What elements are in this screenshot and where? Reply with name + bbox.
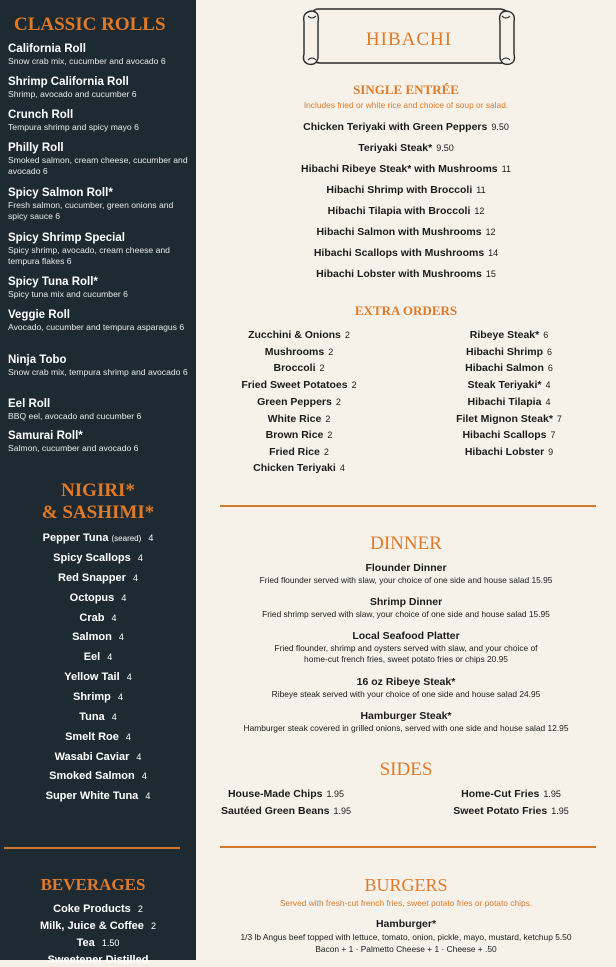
roll-desc: Salmon, cucumber and avocado 6 <box>8 443 139 453</box>
dinner-item <box>196 596 616 620</box>
roll-name: Spicy Salmon Roll* <box>8 187 113 199</box>
roll-name: Veggie Roll <box>8 309 70 321</box>
extra-item-price: 6 <box>547 347 553 357</box>
dinner-item-name: 16 oz Ribeye Steak* <box>356 676 456 688</box>
side-item-price: 1.95 <box>326 789 345 799</box>
extra-item-name: Broccoli <box>273 362 316 374</box>
roll-desc: Spicy tuna mix and cucumber 6 <box>8 289 128 299</box>
nigiri-name: Red Snapper <box>58 572 126 584</box>
nigiri-price: 4 <box>118 632 124 642</box>
extra-item-name: Filet Mignon Steak* <box>456 413 553 425</box>
nigiri-item <box>0 751 196 764</box>
dinner-item-desc: Fried shrimp served with slaw, your choice of one side and house salad 15.95 <box>262 609 550 619</box>
beverage-price: 2 <box>137 904 143 914</box>
nigiri-name: Smelt Roe <box>65 731 119 743</box>
nigiri-name: Crab <box>79 612 105 624</box>
roll-desc: Avocado, cucumber and tempura asparagus 6 <box>8 322 185 332</box>
nigiri-item <box>0 612 196 625</box>
extra-item <box>434 362 584 375</box>
dinner-heading: DINNER <box>370 533 442 554</box>
nigiri-item <box>0 671 196 684</box>
nigiri-price: 4 <box>132 573 138 583</box>
roll-item <box>8 398 190 422</box>
dinner-item-name: Shrimp Dinner <box>369 596 443 608</box>
nigiri-name: Yellow Tail <box>64 671 120 683</box>
extra-item <box>224 362 374 375</box>
nigiri-price: 4 <box>111 712 117 722</box>
dinner-item-desc: Fried flounder, shrimp and oysters served with slaw, and your choice of <box>274 643 538 653</box>
burgers-note: Served with fresh-cut french fries, sweet potato fries or potato chips. <box>279 898 533 908</box>
side-item-price: 1.95 <box>333 806 352 816</box>
beverages-heading: BEVERAGES <box>40 875 146 894</box>
extra-item-name: Hibachi Lobster <box>464 446 545 458</box>
hibachi-item-name: Hibachi Tilapia with Broccoli <box>327 205 471 217</box>
nigiri-item <box>0 552 196 565</box>
hibachi-item-name: Hibachi Salmon with Mushrooms <box>316 226 482 238</box>
extra-item-price: 9 <box>548 447 554 457</box>
nigiri-price: 4 <box>145 791 151 801</box>
dinner-item <box>196 630 616 664</box>
extra-item-name: White Rice <box>267 413 322 425</box>
nigiri-item <box>0 691 196 704</box>
nigiri-price: 4 <box>136 752 142 762</box>
roll-name: Spicy Tuna Roll* <box>8 276 98 288</box>
nigiri-price: 4 <box>121 593 127 603</box>
beverage-price: 2 <box>150 921 156 931</box>
nigiri-item <box>0 592 196 605</box>
roll-name: Samurai Roll* <box>8 430 83 442</box>
nigiri-item <box>0 770 196 783</box>
extra-item-price: 4 <box>339 463 345 473</box>
extra-item-price: 6 <box>547 363 553 373</box>
hibachi-item-price: 9.50 <box>436 143 454 153</box>
extra-item-name: Mushrooms <box>264 346 325 358</box>
nigiri-name: Wasabi Caviar <box>54 751 130 763</box>
extra-item-name: Steak Teriyaki* <box>467 379 542 391</box>
hibachi-item-name: Hibachi Lobster with Mushrooms <box>316 268 482 280</box>
extra-item-price: 2 <box>325 414 331 424</box>
divider <box>220 846 596 848</box>
side-item-name: Sautéed Green Beans <box>220 805 330 817</box>
roll-item <box>8 276 190 300</box>
dinner-item-name: Local Seafood Platter <box>352 630 460 642</box>
extra-item-price: 7 <box>556 414 562 424</box>
nigiri-item <box>0 572 196 585</box>
hibachi-banner-title: HIBACHI <box>365 29 453 50</box>
side-item-name: Home-Cut Fries <box>461 788 540 800</box>
extra-item-name: Fried Sweet Potatoes <box>241 379 348 391</box>
extra-item <box>434 446 584 459</box>
side-item <box>206 805 366 818</box>
extra-item-price: 2 <box>335 397 341 407</box>
extra-item-name: Brown Rice <box>265 429 324 441</box>
side-item-name: House-Made Chips <box>227 788 323 800</box>
dinner-item <box>196 562 616 586</box>
beverage-price: 1.50 <box>101 938 120 948</box>
extra-item-price: 6 <box>543 330 549 340</box>
nigiri-name: Pepper Tuna <box>42 532 109 544</box>
nigiri-price: 4 <box>148 533 154 543</box>
extra-item <box>224 329 374 342</box>
dinner-item <box>196 676 616 700</box>
roll-item <box>8 109 190 133</box>
hibachi-item <box>196 205 616 218</box>
roll-item <box>8 232 190 266</box>
roll-name: Crunch Roll <box>8 109 74 121</box>
roll-item <box>8 187 190 221</box>
nigiri-price: 4 <box>126 672 132 682</box>
dinner-item-name: Hamburger Steak* <box>360 710 452 722</box>
nigiri-heading-line1: NIGIRI* <box>61 480 135 501</box>
nigiri-name: Smoked Salmon <box>49 770 135 782</box>
right-panel <box>196 0 616 960</box>
side-item-price: 1.95 <box>551 806 569 816</box>
side-item-price: 1.95 <box>543 789 561 799</box>
nigiri-item <box>0 532 196 545</box>
nigiri-name: Octopus <box>69 592 115 604</box>
nigiri-name: Eel <box>83 651 101 663</box>
single-entree-note: Includes fried or white rice and choice of soup or salad. <box>303 100 509 110</box>
extra-item <box>224 413 374 426</box>
hibachi-item-price: 14 <box>488 248 499 258</box>
beverage-item <box>0 903 196 916</box>
extra-item-price: 2 <box>319 363 325 373</box>
extra-item <box>434 346 584 359</box>
dinner-item-desc: Fried flounder served with slaw, your choice of one side and house salad 15.95 <box>259 575 553 585</box>
extra-item-price: 4 <box>545 397 551 407</box>
nigiri-note: (seared) <box>111 534 142 543</box>
divider <box>4 847 180 849</box>
roll-name: Spicy Shrimp Special <box>8 232 125 244</box>
roll-desc: BBQ eel, avocado and cucumber 6 <box>8 411 142 421</box>
extra-item-name: Green Peppers <box>257 396 332 408</box>
single-entree-heading: SINGLE ENTRÉE <box>353 82 459 97</box>
extra-item-name: Hibachi Salmon <box>465 362 544 374</box>
roll-name: Shrimp California Roll <box>8 76 129 88</box>
extra-item <box>224 446 374 459</box>
extra-item-name: Hibachi Scallops <box>462 429 547 441</box>
nigiri-item <box>0 790 196 803</box>
dinner-item-desc: Hamburger steak covered in grilled onions, served with one side and house salad 12.95 <box>243 723 569 733</box>
roll-item <box>8 142 190 176</box>
roll-desc: Spicy shrimp, avocado, cream cheese and tempura flakes 6 <box>8 245 170 266</box>
hibachi-item-price: 15 <box>485 269 496 279</box>
hibachi-item-price: 11 <box>476 185 486 195</box>
roll-item <box>8 430 190 454</box>
nigiri-name: Spicy Scallops <box>53 552 131 564</box>
side-item <box>206 788 366 801</box>
dinner-item-name: Flounder Dinner <box>365 562 447 574</box>
extra-item-price: 4 <box>545 380 551 390</box>
extra-item <box>434 429 584 442</box>
nigiri-price: 4 <box>107 652 113 662</box>
hibachi-item-price: 12 <box>474 206 485 216</box>
roll-item <box>8 76 190 100</box>
roll-desc: Snow crab mix, tempura shrimp and avocado 6 <box>8 367 188 377</box>
nigiri-price: 4 <box>117 692 123 702</box>
extra-item-name: Chicken Teriyaki <box>253 462 336 474</box>
beverage-name: Milk, Juice & Coffee <box>40 920 144 932</box>
nigiri-item <box>0 731 196 744</box>
left-panel <box>0 0 196 966</box>
nigiri-price: 4 <box>141 771 147 781</box>
beverage-name: Coke Products <box>53 903 131 915</box>
roll-desc: Snow crab mix, cucumber and avocado 6 <box>8 56 166 66</box>
sides-heading: SIDES <box>379 759 433 780</box>
hibachi-item <box>196 247 616 260</box>
dinner-item <box>196 710 616 734</box>
burger-item-desc: 1/3 lb Angus beef topped with lettuce, tomato, onion, pickle, mayo, mustard, ketchup 5.50 <box>240 932 572 942</box>
extra-item <box>224 379 374 392</box>
nigiri-item <box>0 711 196 724</box>
extra-item-name: Hibachi Shrimp <box>465 346 543 358</box>
roll-desc: Smoked salmon, cream cheese, cucumber and avocado 6 <box>8 155 188 176</box>
roll-item <box>8 309 190 333</box>
hibachi-item-price: 12 <box>485 227 496 237</box>
hibachi-item-name: Hibachi Ribeye Steak* with Mushrooms <box>301 163 498 175</box>
extra-item <box>434 379 584 392</box>
extra-item <box>224 396 374 409</box>
hibachi-item-price: 11 <box>501 164 511 174</box>
roll-item <box>8 43 190 67</box>
hibachi-item <box>196 142 616 155</box>
extra-item-price: 7 <box>550 430 556 440</box>
side-item <box>431 788 591 801</box>
side-item-name: Sweet Potato Fries <box>453 805 548 817</box>
nigiri-heading-line2: & SASHIMI* <box>41 502 155 523</box>
extra-item-name: Zucchini & Onions <box>248 329 341 341</box>
dinner-item-desc: home-cut french fries, sweet potato fries or chips 20.95 <box>304 653 508 664</box>
hibachi-item-name: Hibachi Shrimp with Broccoli <box>326 184 473 196</box>
nigiri-price: 4 <box>137 553 143 563</box>
beverage-item <box>0 937 196 950</box>
extra-item-price: 2 <box>323 447 329 457</box>
extra-item-price: 2 <box>328 347 334 357</box>
extra-item <box>434 413 584 426</box>
extra-item <box>224 429 374 442</box>
hibachi-item-name: Chicken Teriyaki with Green Peppers <box>303 121 488 133</box>
hibachi-item-price: 9.50 <box>491 122 509 132</box>
burger-item-name: Hamburger* <box>375 918 437 930</box>
hibachi-item <box>196 121 616 134</box>
extra-item-price: 2 <box>344 330 350 340</box>
hibachi-item-name: Hibachi Scallops with Mushrooms <box>313 247 485 259</box>
extra-item-price: 2 <box>351 380 357 390</box>
nigiri-name: Shrimp <box>73 691 111 703</box>
roll-item <box>8 354 190 378</box>
nigiri-name: Tuna <box>79 711 105 723</box>
extra-item-price: 2 <box>327 430 333 440</box>
hibachi-item <box>196 184 616 197</box>
roll-name: California Roll <box>8 43 86 55</box>
nigiri-name: Super White Tuna <box>45 790 139 802</box>
beverage-name: Tea <box>76 937 95 949</box>
beverage-item <box>0 920 196 933</box>
roll-name: Philly Roll <box>8 142 64 154</box>
dinner-item-desc: Ribeye steak served with your choice of one side and house salad 24.95 <box>271 689 541 699</box>
nigiri-price: 4 <box>125 732 131 742</box>
roll-desc: Shrimp, avocado and cucumber 6 <box>8 89 137 99</box>
burger-addons: Bacon + 1 · Palmetto Cheese + 1 · Cheese + .50 <box>315 944 497 954</box>
nigiri-price: 4 <box>111 613 117 623</box>
beverage-item-partial: Sweetener Distilled <box>47 954 149 966</box>
nigiri-name: Salmon <box>72 631 112 643</box>
nigiri-item <box>0 651 196 664</box>
hibachi-item <box>196 163 616 176</box>
extra-item-name: Ribeye Steak* <box>469 329 540 341</box>
hibachi-item <box>196 268 616 281</box>
extra-item-name: Fried Rice <box>269 446 320 458</box>
extra-item <box>434 396 584 409</box>
classic-rolls-heading: CLASSIC ROLLS <box>14 14 166 35</box>
burgers-heading: BURGERS <box>364 875 448 895</box>
divider <box>220 505 596 507</box>
extra-item <box>434 329 584 342</box>
extra-item <box>224 346 374 359</box>
roll-desc: Fresh salmon, cucumber, green onions and spicy sauce 6 <box>8 200 174 221</box>
side-item <box>431 805 591 818</box>
nigiri-item <box>0 631 196 644</box>
extra-item-name: Hibachi Tilapia <box>467 396 542 408</box>
roll-name: Ninja Tobo <box>8 354 67 366</box>
roll-desc: Tempura shrimp and spicy mayo 6 <box>8 122 139 132</box>
roll-name: Eel Roll <box>8 398 51 410</box>
extra-orders-heading: EXTRA ORDERS <box>354 303 458 318</box>
hibachi-item-name: Teriyaki Steak* <box>358 142 433 154</box>
extra-item <box>224 462 374 475</box>
nigiri-heading <box>0 480 196 524</box>
hibachi-item <box>196 226 616 239</box>
